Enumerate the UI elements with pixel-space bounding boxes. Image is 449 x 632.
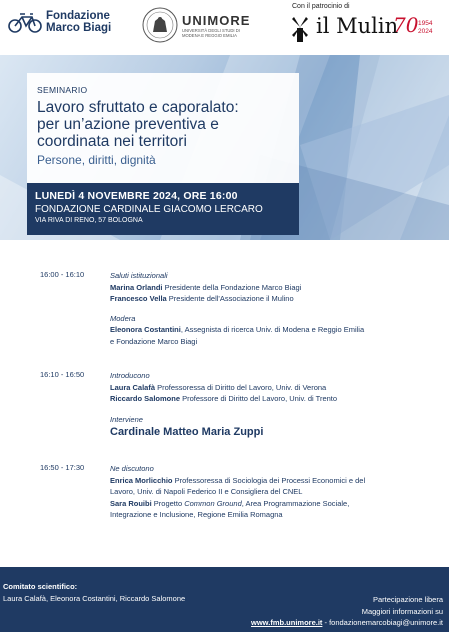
event-venue: FONDAZIONE CARDINALE GIACOMO LERCARO <box>35 204 263 215</box>
slot-time: 16:10 - 16:50 <box>40 370 85 379</box>
logo-header <box>0 0 449 52</box>
committee-names: Laura Calafà, Eleonora Costantini, Riccardo Salomone <box>3 594 186 603</box>
slot-content <box>110 270 430 347</box>
footer <box>0 567 449 632</box>
speaker-line <box>110 393 430 405</box>
event-title-line-2: per un’azione preventiva e <box>37 116 219 133</box>
slot-role: Saluti istituzionali <box>110 271 168 280</box>
slot-role: Introducono <box>110 371 150 380</box>
speaker-description: , Assegnista di ricerca Univ. di Modena e Reggio Emilia <box>180 325 365 334</box>
slot-content <box>110 370 430 439</box>
fmb-name-line2: Marco Biagi <box>46 22 112 34</box>
speaker-description: Presidente della Fondazione Marco Biagi <box>162 282 302 292</box>
event-title-box <box>27 73 299 183</box>
slot-role: Interviene <box>110 414 143 424</box>
speaker-description: Presidente dell'Associazione il Mulino <box>166 294 294 303</box>
speaker-name: Eleonora Costantini <box>110 325 181 334</box>
event-title-line-3: coordinata nei territori <box>37 133 187 150</box>
il-mulino-logo <box>290 3 445 49</box>
speaker-description-cont: Lavoro, Univ. di Napoli Federico II e Consigliera del CNEL <box>110 487 303 496</box>
speaker-line <box>110 293 430 305</box>
fondazione-marco-biagi-logo <box>8 10 111 34</box>
unimore-subtitle-2: MODENA E REGGIO EMILIA <box>182 32 237 38</box>
project-name: Common Ground <box>184 498 242 508</box>
speaker-description: Professoressa di Diritto del Lavoro, Univ. di Verona <box>155 382 327 392</box>
event-subtitle: Persone, diritti, dignità <box>37 153 156 167</box>
more-info-label: Maggiori informazioni su <box>361 606 443 616</box>
event-title <box>37 99 289 150</box>
unimore-logo <box>141 6 250 44</box>
speaker-description-cont: Integrazione e Inclusione, Regione Emilia Romagna <box>110 510 283 519</box>
speaker-name: Sara Rouibi <box>110 498 152 508</box>
speaker-line <box>110 282 430 294</box>
speaker-line <box>110 498 430 510</box>
unimore-subtitle-1: UNIVERSITÀ DEGLI STUDI DI <box>182 27 240 33</box>
event-title-line-1: Lavoro sfruttato e caporalato: <box>37 99 239 116</box>
patrocinio-label: Con il patrocinio di <box>292 3 350 10</box>
fmb-name-line1: Fondazione <box>46 10 110 22</box>
committee-title: Comitato scientifico: <box>3 582 78 591</box>
speaker-line <box>110 475 430 487</box>
speaker-line <box>110 382 430 394</box>
participation-note: Partecipazione libera <box>372 595 443 604</box>
speaker-description-cont: e Fondazione Marco Biagi <box>110 336 198 346</box>
contact-line <box>251 617 443 629</box>
speaker-name: Laura Calafà <box>110 382 156 392</box>
slot-time: 16:00 - 16:10 <box>40 270 85 279</box>
event-date-box <box>27 183 299 235</box>
speaker-name: Marina Orlandi <box>110 282 163 292</box>
unimore-name: UNIMORE <box>182 12 251 28</box>
speaker-description: , Area Programmazione Sociale, <box>241 498 350 508</box>
slot-content <box>110 463 430 521</box>
event-banner <box>0 55 449 240</box>
event-kind: SEMINARIO <box>37 85 88 95</box>
il-mulino-name: il Mulin <box>316 14 399 38</box>
speaker-description: Progetto <box>151 498 185 508</box>
event-date: LUNEDÌ 4 NOVEMBRE 2024, ORE 16:00 <box>35 190 238 202</box>
speaker-line <box>110 324 430 336</box>
windmill-icon <box>290 15 310 43</box>
speaker-description: Professoressa di Sociologia dei Processi Economici e del <box>172 475 366 485</box>
keynote-speaker: Cardinale Matteo Maria Zuppi <box>110 426 264 438</box>
speaker-name: Riccardo Salomone <box>110 394 181 403</box>
event-address: VIA RIVA DI RENO, 57 BOLOGNA <box>35 217 143 224</box>
bicycle-logo-icon <box>8 11 42 33</box>
slot-time: 16:50 - 17:30 <box>40 463 85 472</box>
speaker-description: Professore di Diritto del Lavoro, Univ. di Trento <box>180 394 338 403</box>
slot-role: Ne discutono <box>110 464 154 473</box>
footer-info <box>251 594 443 629</box>
speaker-name: Francesco Vella <box>110 294 167 303</box>
unimore-seal-icon <box>141 6 179 44</box>
contact-email[interactable]: - fondazionemarcobiagi@unimore.it <box>322 618 443 627</box>
mulino-year-end: 2024 <box>418 28 433 35</box>
website-link[interactable]: www.fmb.unimore.it <box>251 618 323 627</box>
mulino-70-mark: 70 <box>393 13 419 37</box>
speaker-name: Enrica Morlicchio <box>110 475 173 485</box>
mulino-year-start: 1954 <box>418 20 433 27</box>
slot-role: Modera <box>110 313 136 323</box>
